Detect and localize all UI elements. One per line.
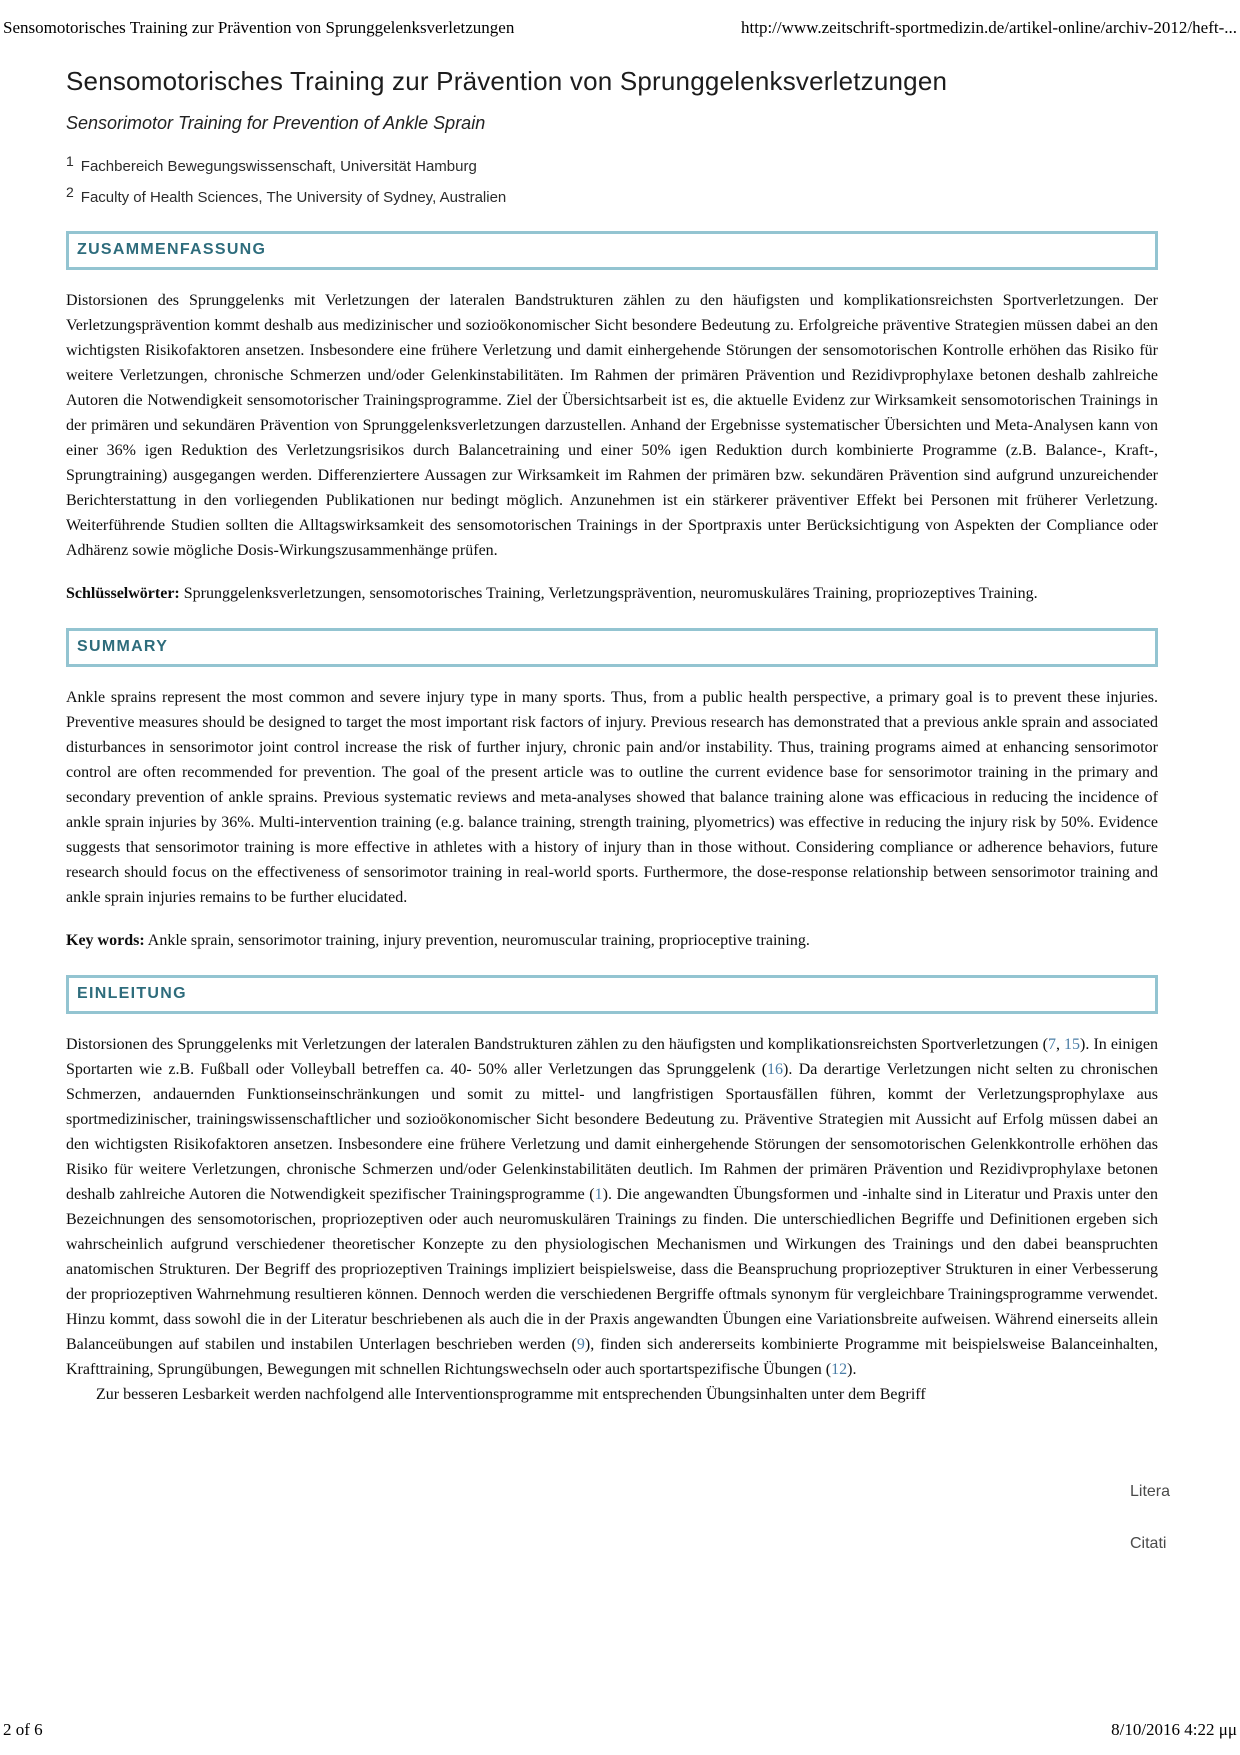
introduction-paragraph: Zur besseren Lesbarkeit werden nachfolgend alle Interventionsprogramme mit entsprechenden Übungsinhalten unter dem Begriff xyxy=(96,1386,926,1403)
section-heading: ZUSAMMENFASSUNG xyxy=(77,241,267,258)
affiliation-number: 1 xyxy=(66,153,74,169)
affiliation-number: 2 xyxy=(66,184,74,200)
print-footer xyxy=(3,1720,1237,1740)
print-header-url: http://www.zeitschrift-sportmedizin.de/artikel-online/archiv-2012/heft-... xyxy=(741,18,1237,37)
overlay-tab-literature[interactable] xyxy=(1122,1474,1240,1522)
affiliation-row xyxy=(66,181,1158,209)
keywords-paragraph: Key words: Ankle sprain, sensorimotor training, injury prevention, neuromuscular training, proprioceptive training. xyxy=(66,932,810,949)
citation-link[interactable]: 16 xyxy=(767,1061,784,1078)
section-heading-box xyxy=(66,628,1158,667)
affiliation-text: Fachbereich Bewegungswissenschaft, Universität Hamburg xyxy=(80,158,477,175)
overlay-tab-label: Citati xyxy=(1130,1535,1167,1552)
article-subtitle: Sensorimotor Training for Prevention of Ankle Sprain xyxy=(66,113,486,133)
print-header xyxy=(3,18,1237,38)
footer-timestamp: 8/10/2016 4:22 μμ xyxy=(1111,1720,1237,1739)
affiliation-row xyxy=(66,150,1158,178)
section-zusammenfassung xyxy=(66,231,1158,606)
print-header-title: Sensomotorisches Training zur Prävention von Sprunggelenksverletzungen xyxy=(3,18,515,37)
affiliations xyxy=(66,150,1158,209)
lead-label: Schlüsselwörter: xyxy=(66,585,180,602)
citation-link[interactable]: 1 xyxy=(594,1186,603,1203)
citation-link[interactable]: 12 xyxy=(831,1361,848,1378)
citation-link[interactable]: 15 xyxy=(1064,1036,1081,1053)
summary-paragraph: Ankle sprains represent the most common and severe injury type in many sports. Thus, from a public health perspective, a primary goal is to prevent these injuries. Preventive measures should be designed to target the most important risk factors of injury. Previous research has demonstrated that a previous ankle sprain and associated disturbances in sensorimotor joint control increase the risk of further injury, chronic pain and/or instability. Thus, training programs aimed at enhancing sensorimotor control are often recommended for prevention. The goal of the present article was to outline the current evidence base for sensorimotor training in the primary and secondary prevention of ankle sprains. Previous systematic reviews and meta-analyses showed that balance training alone was efficacious in reducing the incidence of ankle sprain injuries by 36%. Multi-intervention training (e.g. balance training, strength training, plyometrics) was effective in reducing the injury risk by 50%. Evidence suggests that sensorimotor training is more effective in athletes with a history of injury than in those without. Considering compliance or adherence behaviors, future research should focus on the effectiveness of sensorimotor training in real-world sports. Furthermore, the dose-response relationship between sensorimotor training and ankle sprain injuries remains to be further elucidated. xyxy=(66,689,1158,906)
citation-link[interactable]: 9 xyxy=(576,1336,585,1353)
section-einleitung xyxy=(66,975,1158,1407)
citation-link[interactable]: 7 xyxy=(1047,1036,1056,1053)
introduction-paragraph: Distorsionen des Sprunggelenks mit Verletzungen der lateralen Bandstrukturen zählen zu den häufigsten und komplikationsreichsten Sportverletzungen (7, 15). In einigen Sportarten wie z.B. Fußball oder Volleyball betreffen ca. 40- 50% aller Verletzungen das Sprunggelenk (16). Da derartige Verletzungen nicht selten zu chronischen Schmerzen, andauernden Funktionseinschränkungen und somit zu mittel- und langfristigen Sportausfällen führen, kommt der Verletzungsprophylaxe aus sportmedizinischer, trainingswissenschaftlicher und sozioökonomischer Sicht besondere Bedeutung zu. Präventive Strategien mit Aussicht auf Erfolg müssen dabei an den wichtigsten Risikofaktoren ansetzen. Insbesondere eine frühere Verletzung und damit einhergehende Störungen der sensomotorischen Gelenkkontrolle erhöhen das Risiko für weitere Verletzungen, chronische Schmerzen und/oder Gelenkinstabilitäten deutlich. Im Rahmen der primären Prävention und Rezidivprophylaxe betonen deshalb zahlreiche Autoren die Notwendigkeit spezifischer Trainingsprogramme (1). Die angewandten Übungsformen und -inhalte sind in Literatur und Praxis unter den Bezeichnungen des sensomotorischen, propriozeptiven oder auch neuromuskulären Trainings zu finden. Die unterschiedlichen Begriffe und Definitionen ergeben sich wahrscheinlich aufgrund verschiedener theoretischer Konzepte zu den physiologischen Mechanismen und Wirkungen des Trainings und den dabei beanspruchten anatomischen Strukturen. Der Begriff des propriozeptiven Trainings impliziert beispielsweise, dass die Beanspruchung propriozeptiver Strukturen in einer Verbesserung der propriozeptiven Wahrnehmung resultieren können. Dennoch werden die verschiedenen Bergriffe oftmals synonym für vergleichbare Trainingsprogramme verwendet. Hinzu kommt, dass sowohl die in der Literatur beschriebenen als auch die in der Praxis angewandten Übungen eine Variationsbreite aufweisen. Während einerseits allein Balanceübungen auf stabilen und instabilen Unterlagen beschrieben werden (9), finden sich andererseits kombinierte Programme mit beispielsweise Balanceinhalten, Krafttraining, Sprungübungen, Bewegungen mit schnellen Richtungswechseln oder auch sportartspezifische Übungen (12). xyxy=(66,1036,1159,1378)
page-title: Sensomotorisches Training zur Prävention von Sprunggelenksverletzungen xyxy=(66,66,948,96)
overlay-tab-label: Litera xyxy=(1130,1483,1171,1500)
keywords-paragraph: Schlüsselwörter: Sprunggelenksverletzungen, sensomotorisches Training, Verletzungsprävention, neuromuskuläres Training, propriozeptives Training. xyxy=(66,585,1038,602)
section-heading-box xyxy=(66,975,1158,1014)
affiliation-text: Faculty of Health Sciences, The University of Sydney, Australien xyxy=(80,189,507,206)
overlay-tab-citation[interactable] xyxy=(1122,1526,1240,1574)
abstract-paragraph: Distorsionen des Sprunggelenks mit Verletzungen der lateralen Bandstrukturen zählen zu den häufigsten und komplikationsreichsten Sportverletzungen. Der Verletzungsprävention kommt deshalb aus medizinischer und sozioökonomischer Sicht besondere Bedeutung zu. Erfolgreiche präventive Strategien müssen dabei an den wichtigsten Risikofaktoren ansetzen. Insbesondere eine frühere Verletzung und damit einhergehende Störungen der sensomotorischen Kontrolle erhöhen das Risiko für weitere Verletzungen, chronische Schmerzen und/oder Gelenkinstabilitäten. Im Rahmen der primären Prävention und Rezidivprophylaxe betonen deshalb zahlreiche Autoren die Notwendigkeit sensomotorischer Trainingsprogramme. Ziel der Übersichtsarbeit ist es, die aktuelle Evidenz zur Wirksamkeit sensomotorischen Trainings in der primären und sekundären Prävention von Sprunggelenksverletzungen darzustellen. Anhand der Ergebnisse systematischer Übersichten und Meta-Analysen kann von einer 36% igen Reduktion des Verletzungsrisikos durch Balancetraining und einer 50% igen Reduktion durch kombinierte Programme (z.B. Balance-, Kraft-, Sprungtraining) ausgegangen werden. Differenziertere Aussagen zur Wirksamkeit im Rahmen der primären bzw. sekundären Prävention sind aufgrund unzureichender Berichterstattung in den vorliegenden Publikationen nur bedingt möglich. Anzunehmen ist ein stärkerer präventiver Effekt bei Personen mit früherer Verletzung. Weiterführende Studien sollten die Alltagswirksamkeit des sensomotorischen Trainings in der Sportpraxis unter Berücksichtigung von Aspekten der Compliance oder Adhärenz sowie mögliche Dosis-Wirkungszusammenhänge prüfen. xyxy=(66,292,1158,559)
section-heading-box xyxy=(66,231,1158,270)
faded-text-patch xyxy=(1078,1578,1148,1636)
section-heading: EINLEITUNG xyxy=(77,985,187,1002)
lead-label: Key words: xyxy=(66,932,145,949)
article xyxy=(66,56,1158,1407)
section-heading: SUMMARY xyxy=(77,638,169,655)
section-summary xyxy=(66,628,1158,953)
footer-page-number: 2 of 6 xyxy=(3,1720,43,1739)
